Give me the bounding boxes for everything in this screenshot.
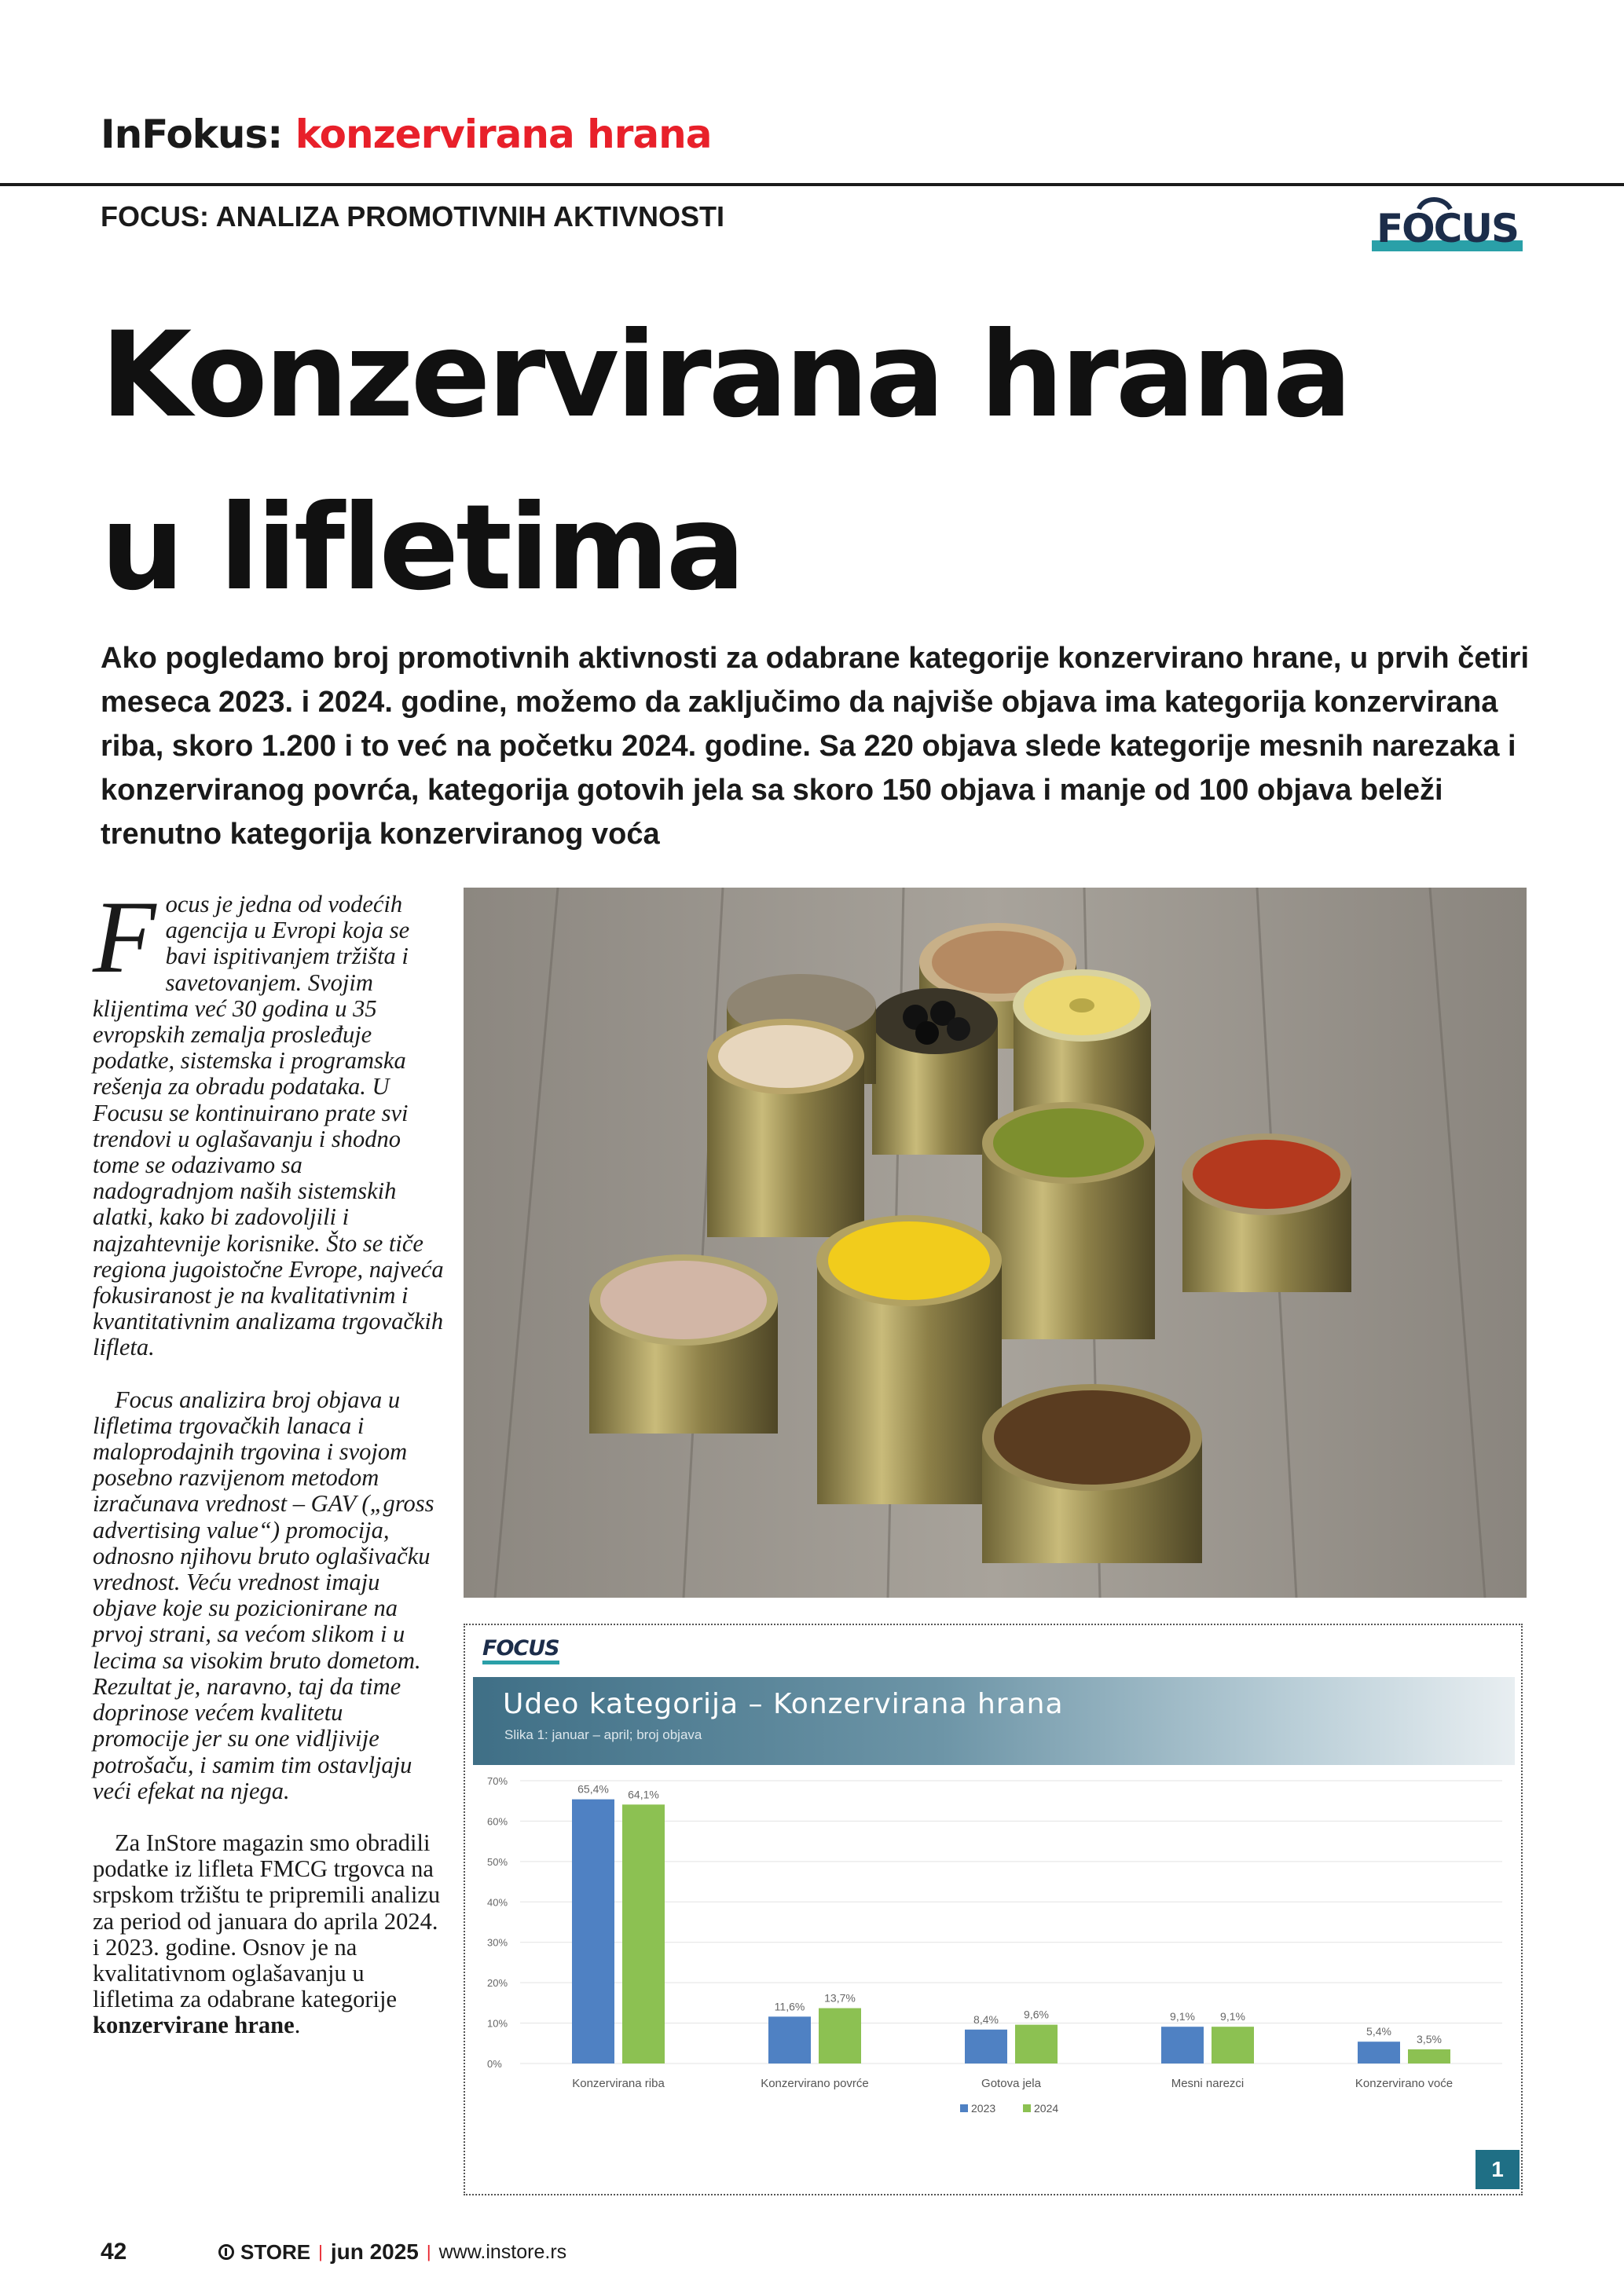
bar-2024 — [622, 1804, 665, 2063]
page-footer — [101, 2239, 566, 2265]
y-tick-label: 50% — [487, 1855, 508, 1868]
canned-food-photo — [464, 888, 1527, 1598]
focus-logo — [1369, 195, 1526, 269]
kicker: FOCUS: ANALIZA PROMOTIVNIH AKTIVNOSTI — [101, 200, 724, 233]
section-topic: konzervirana hrana — [295, 112, 712, 157]
x-tick-label: Gotova jela — [981, 2077, 1041, 2090]
bar-2023 — [1161, 2027, 1204, 2063]
data-label: 5,4% — [1366, 2025, 1391, 2038]
body-paragraph-2: Focus analizira broj objava u lifletima trgovačkih lanaca i maloprodajnih trgovina i svojom posebno razvijenom metodom izračunava vrednost – GAV („gross advertising value“) promocija, odnosno njihovu bruto oglašivačku vrednost. Veću vrednost imaju objave koje su pozicionirane na prvoj strani, sa većom slikom i u lecima sa visokim bruto dometom. Rezultat je, naravno, taj da time doprinose većem kvalitetu promocije jer su one vidljivije potrošaču, i samim tim ostavljaju veći efekat na njega. — [93, 1386, 434, 1804]
bar-2023 — [1358, 2041, 1400, 2063]
section-header — [101, 112, 711, 157]
bar-chart — [465, 1765, 1521, 2150]
bar-2024 — [819, 2009, 861, 2063]
can-olives — [872, 988, 998, 1155]
drop-cap: F — [93, 879, 156, 994]
magazine-name-text: STORE — [240, 2239, 311, 2264]
bar-2023 — [572, 1800, 614, 2063]
page-number: 42 — [101, 2239, 127, 2265]
data-label: 11,6% — [774, 2000, 805, 2013]
magazine-logo-icon — [218, 2244, 234, 2260]
y-tick-label: 40% — [487, 1896, 508, 1909]
data-label: 9,6% — [1024, 2008, 1049, 2021]
data-label: 9,1% — [1170, 2010, 1195, 2023]
data-label: 65,4% — [577, 1782, 609, 1796]
body-paragraph-1-text: ocus je jedna od vodećih agencija u Evropi koja se bavi ispitivanjem tržišta i savetovanjem. Svojim klijentima već 30 godina u 35 evropskih zemalja prosleđuje podatke, sistemska i programska rešenja za obradu podataka. U Focusu se kontinuirano prate svi trendovi u oglašavanju i shodno tome se odazivamo sa nadogradnjom naših sistemskih alatki, kako bi zadovoljili i najzahtevnije korisnike. Što se tiče regiona jugoistočne Evrope, najveća fokusiranost je na kvalitativnim i kvantitativnim analizama trgovačkih lifleta. — [93, 891, 444, 1361]
legend-label: 2023 — [971, 2102, 996, 2115]
magazine-name — [218, 2240, 310, 2265]
header-rule — [0, 183, 1624, 186]
figure-number-badge: 1 — [1476, 2150, 1520, 2189]
x-tick-label: Konzervirano voće — [1355, 2077, 1454, 2090]
body-paragraph-3 — [93, 1830, 445, 2039]
data-label: 3,5% — [1417, 2033, 1442, 2045]
bar-2023 — [965, 2030, 1007, 2063]
can-fish-tomato — [1182, 1133, 1351, 1292]
data-label: 13,7% — [824, 1991, 856, 2005]
y-tick-label: 20% — [487, 1977, 508, 1990]
legend-label: 2024 — [1034, 2102, 1059, 2115]
headline-line-2: u lifletima — [101, 480, 742, 617]
data-label: 9,1% — [1220, 2010, 1245, 2023]
legend-swatch-2023 — [960, 2104, 968, 2112]
bar-2024 — [1015, 2025, 1058, 2063]
body-paragraph-3-bold: konzervirane hrane — [93, 2012, 295, 2039]
y-tick-label: 10% — [487, 2017, 508, 2030]
bar-2024 — [1212, 2027, 1254, 2063]
can-corn — [816, 1215, 1002, 1504]
headline — [101, 289, 1562, 635]
bar-2023 — [768, 2016, 811, 2063]
y-tick-label: 60% — [487, 1815, 508, 1828]
body-paragraph-3-end: . — [294, 2012, 301, 2039]
y-tick-label: 30% — [487, 1936, 508, 1949]
chart-focus-logo: FOCUS — [482, 1638, 559, 1664]
section-brand: InFokus: — [101, 112, 283, 157]
lead-paragraph: Ako pogledamo broj promotivnih aktivnosti za odabrane kategorije konzervirano hrane, u prvih četiri meseca 2023. i 2024. godine, možemo da zaključimo da najviše objava ima kategorija konzervirana riba, skoro 1.200 i to već na početku 2024. godine. Sa 220 objava slede kategorije mesnih narezaka i konzerviranog povrća, kategorija gotovih jela sa skoro 150 objava i manje od 100 objava beleži trenutno kategorija konzerviranog voća — [101, 642, 1530, 851]
can-beans — [707, 1019, 864, 1237]
can-sprats — [982, 1384, 1202, 1563]
y-tick-label: 70% — [487, 1775, 508, 1787]
body-paragraph-1 — [93, 879, 445, 1361]
x-tick-label: Konzervirano povrće — [761, 2077, 869, 2090]
body-paragraph-3-text: Za InStore magazin smo obradili podatke iz lifleta FMCG trgovca na srpskom tržištu te pripremili analizu za period od januara do aprila 2024. i 2023. godine. Osnov je na kvalitativnom oglašavanju u lifletima za odabrane kategorije — [93, 1829, 441, 2013]
x-tick-label: Konzervirana riba — [572, 2077, 665, 2090]
y-tick-label: 0% — [487, 2058, 502, 2070]
can-pate — [589, 1254, 778, 1434]
data-label: 8,4% — [973, 2012, 999, 2026]
chart-figure — [464, 1624, 1523, 2195]
x-tick-label: Mesni narezci — [1171, 2077, 1245, 2090]
body-column — [93, 879, 445, 2039]
legend-swatch-2024 — [1023, 2104, 1031, 2112]
bar-2024 — [1408, 2049, 1450, 2063]
chart-banner — [473, 1677, 1515, 1765]
issue-date: jun 2025 — [330, 2239, 419, 2264]
chart-title: Udeo kategorija – Konzervirana hrana — [503, 1688, 1064, 1720]
data-label: 64,1% — [628, 1788, 659, 1801]
chart-subtitle: Slika 1: januar – april; broj objava — [504, 1727, 702, 1742]
headline-line-1: Konzervirana hrana — [101, 307, 1350, 444]
can-peas — [982, 1102, 1155, 1339]
website-link[interactable]: www.instore.rs — [438, 2240, 567, 2263]
footer-separator: | — [318, 2242, 323, 2261]
footer-separator: | — [426, 2242, 431, 2261]
focus-logo-text: FOCUS — [1377, 206, 1518, 251]
